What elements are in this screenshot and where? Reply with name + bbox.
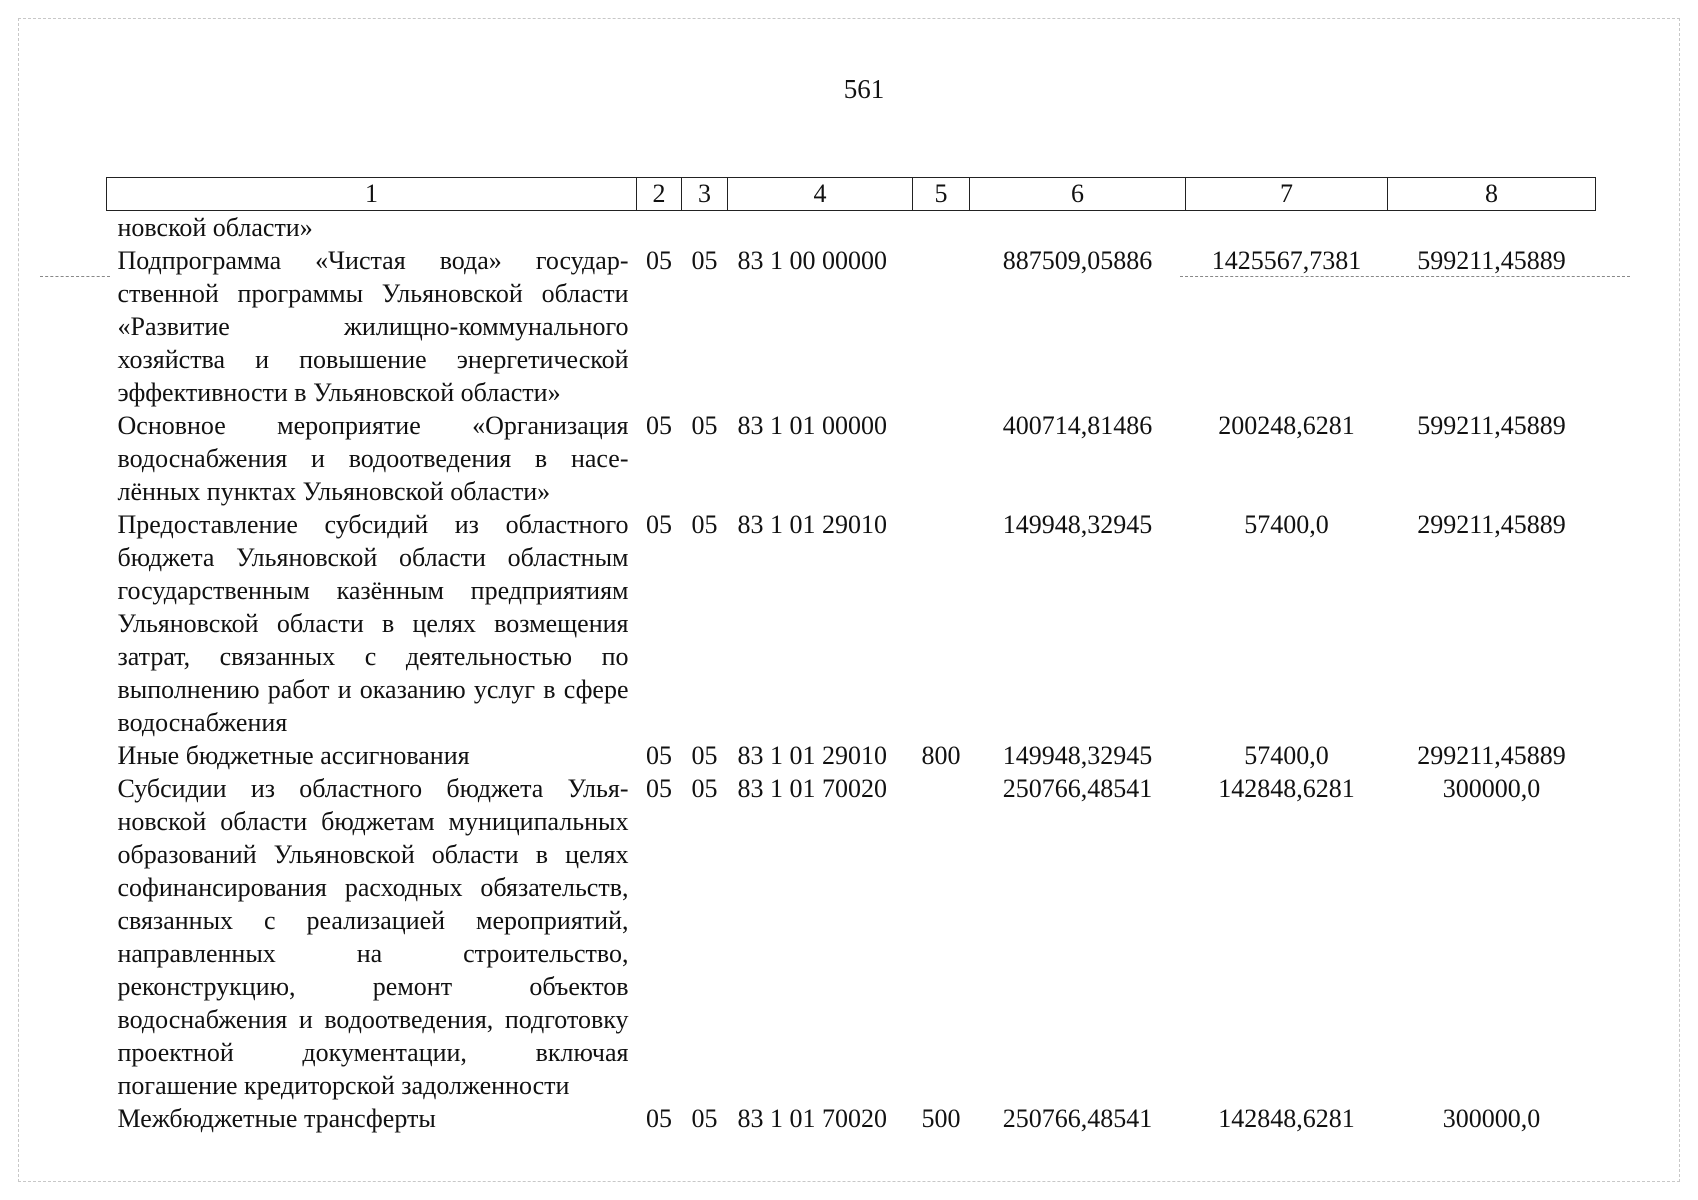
- cell-amount-8: [1388, 211, 1596, 245]
- row-name: Подпрограмма «Чистая вода» государственной программы Ульяновской области «Развитие жилищно-коммунального хозяйства и повышение энергетической эффективности в Ульяновской области»: [117, 246, 629, 407]
- cell-amount-8: 599211,45889: [1417, 246, 1566, 275]
- cell-amount-6: 400714,81486: [1002, 411, 1153, 440]
- cell-target-code: 83 1 01 29010: [737, 510, 887, 539]
- cell-target-code: [728, 211, 913, 245]
- row-name: Основное мероприятие «Организация водоснабжения и водоотведения в населённых пунктах Ульяновской области»: [117, 411, 629, 506]
- cell-amount-8: 599211,45889: [1417, 411, 1566, 440]
- cell-expense-type: [913, 772, 970, 1102]
- cell-section: 05: [646, 411, 672, 440]
- cell-amount-6: [970, 211, 1186, 245]
- budget-table: [106, 177, 1596, 1135]
- row-name: Предоставление субсидий из областного бюджета Ульяновской области областным государственным казённым предприятиям Ульяновской области в целях возмещения затрат, связанных с деятельностью по выполнению работ и оказанию услуг в сфере водоснабжения: [117, 510, 629, 737]
- page-number: 561: [843, 74, 885, 104]
- cell-amount-6: 250766,48541: [1002, 774, 1153, 803]
- cell-amount-7: 57400,0: [1244, 510, 1329, 539]
- cell-subsection: 05: [691, 774, 718, 803]
- cell-amount-8: 299211,45889: [1417, 510, 1566, 539]
- cell-amount-7: 57400,0: [1244, 741, 1329, 770]
- table-row: [107, 739, 1596, 772]
- cell-target-code: 83 1 01 70020: [737, 1104, 887, 1133]
- cell-subsection: 05: [691, 741, 718, 770]
- column-header-5: 5: [913, 178, 970, 211]
- column-header-3: 3: [682, 178, 728, 211]
- cell-target-code: 83 1 01 70020: [737, 774, 887, 803]
- table-row: [107, 244, 1596, 409]
- cell-subsection: 05: [691, 411, 718, 440]
- cell-amount-7: 200248,6281: [1218, 411, 1355, 440]
- row-name: Субсидии из областного бюджета Ульяновской области бюджетам муниципальных образований Ульяновской области в целях софинансирования расходных обязательств, связанных с реализацией мероприятий, направленных на строительство, реконструкцию, ремонт объектов водоснабжения и водоотведения, подготовку проектной документации, включая погашение кредиторской задолженности: [117, 774, 629, 1100]
- cell-section: [637, 211, 682, 245]
- cell-section: 05: [646, 774, 672, 803]
- cell-amount-8: 300000,0: [1442, 1104, 1541, 1133]
- cell-amount-7: 142848,6281: [1218, 1104, 1355, 1133]
- table-row: [107, 772, 1596, 1102]
- cell-target-code: 83 1 01 00000: [737, 411, 887, 440]
- table-row: [107, 409, 1596, 508]
- cell-expense-type: 500: [921, 1104, 961, 1133]
- column-header-4: 4: [728, 178, 913, 211]
- cell-amount-7: [1186, 211, 1388, 245]
- cell-amount-8: 299211,45889: [1417, 741, 1566, 770]
- cell-expense-type: [913, 244, 970, 409]
- header-row: [107, 178, 1596, 211]
- cell-expense-type: [913, 409, 970, 508]
- cell-amount-6: 887509,05886: [1002, 246, 1153, 275]
- cell-section: 05: [646, 510, 672, 539]
- cell-subsection: 05: [691, 510, 718, 539]
- cell-subsection: 05: [691, 1104, 718, 1133]
- cell-amount-6: 250766,48541: [1002, 1104, 1153, 1133]
- budget-table-container: [106, 177, 1595, 1135]
- column-header-1: 1: [107, 178, 637, 211]
- table-row: [107, 211, 1596, 245]
- cell-target-code: 83 1 01 29010: [737, 741, 887, 770]
- cell-section: 05: [646, 246, 672, 275]
- cell-amount-8: 300000,0: [1442, 774, 1541, 803]
- cell-amount-7: 142848,6281: [1218, 774, 1355, 803]
- column-header-6: 6: [970, 178, 1186, 211]
- row-name: Межбюджетные трансферты: [117, 1104, 436, 1133]
- cell-expense-type: [913, 508, 970, 739]
- column-header-2: 2: [637, 178, 682, 211]
- column-header-7: 7: [1186, 178, 1388, 211]
- cell-subsection: [682, 211, 728, 245]
- cell-section: 05: [646, 1104, 672, 1133]
- cell-target-code: 83 1 00 00000: [737, 246, 887, 275]
- table-row: [107, 1102, 1596, 1135]
- cell-amount-6: 149948,32945: [1002, 741, 1153, 770]
- table-row: [107, 508, 1596, 739]
- cell-amount-7: 1425567,7381: [1211, 246, 1362, 275]
- cell-amount-6: 149948,32945: [1002, 510, 1153, 539]
- cell-subsection: 05: [691, 246, 718, 275]
- cell-expense-type: 800: [921, 741, 961, 770]
- cell-expense-type: [913, 211, 970, 245]
- row-name: новской области»: [117, 213, 313, 242]
- cell-section: 05: [646, 741, 672, 770]
- row-name: Иные бюджетные ассигнования: [117, 741, 470, 770]
- scan-dash-line: [40, 276, 110, 277]
- column-header-8: 8: [1388, 178, 1596, 211]
